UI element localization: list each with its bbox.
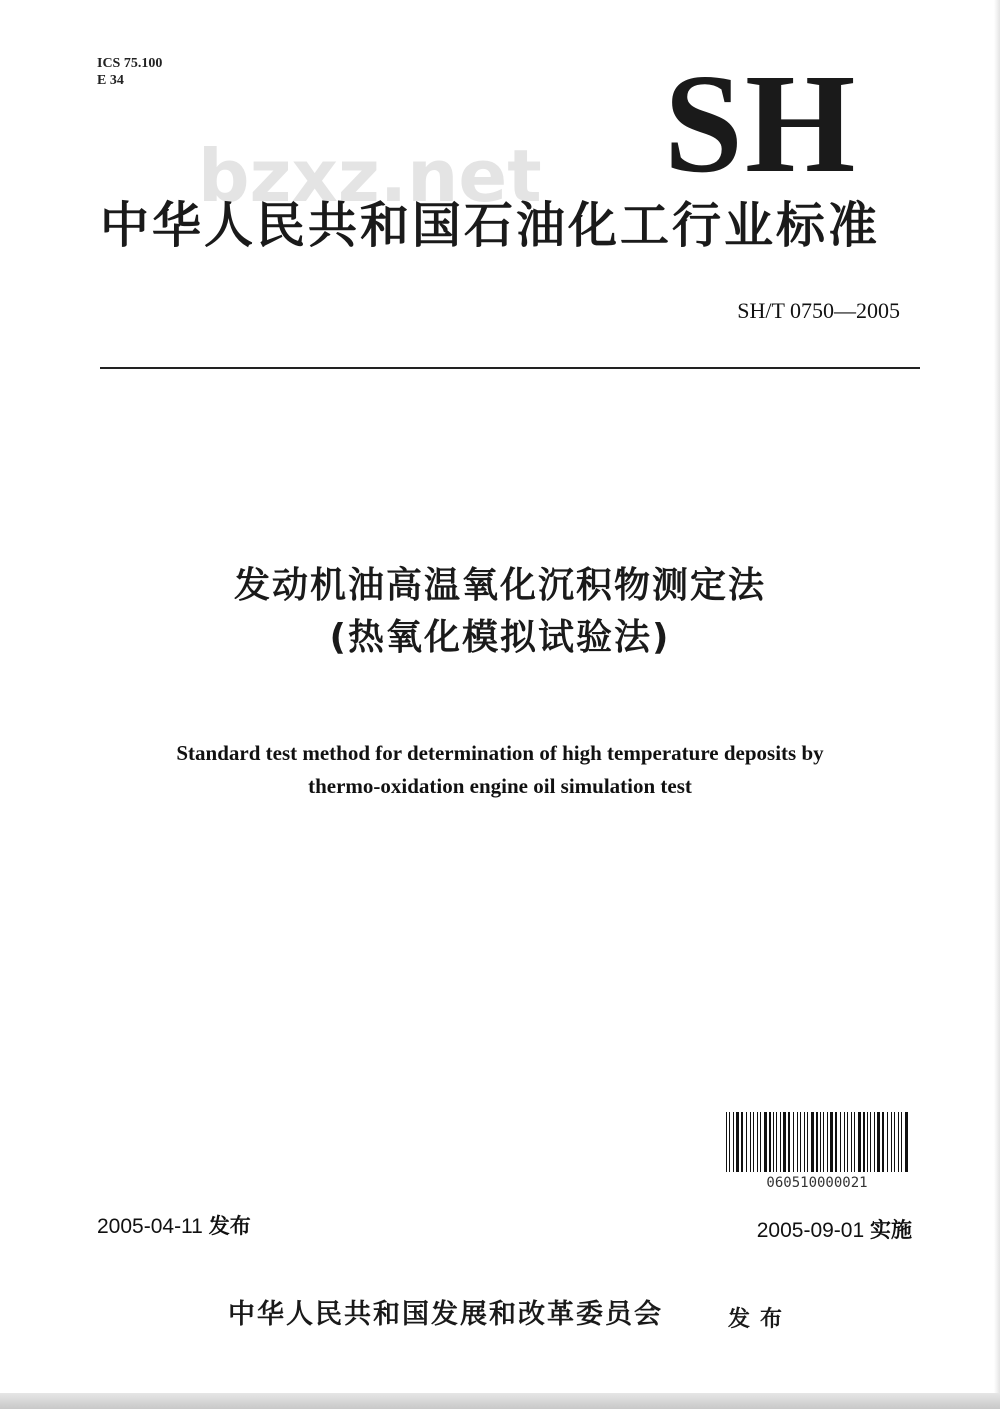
barcode-bar [788, 1112, 790, 1172]
ccs-code: E 34 [97, 73, 124, 88]
barcode-bar [760, 1112, 761, 1172]
implement-date-line [757, 1214, 912, 1244]
barcode-bar [898, 1112, 899, 1172]
barcode-bar [816, 1112, 818, 1172]
classification-codes [97, 55, 162, 89]
barcode-number: 060510000021 [766, 1175, 868, 1191]
chinese-title-line-2: (热氧化模拟试验法) [329, 617, 671, 658]
barcode [724, 1112, 910, 1192]
publish-label: 发布 [208, 1214, 251, 1238]
barcode-bar [741, 1112, 743, 1172]
barcode-bar [804, 1112, 805, 1172]
header-divider [100, 367, 920, 369]
publish-date-line [97, 1210, 251, 1240]
barcode-bar [827, 1112, 828, 1172]
barcode-bar [863, 1112, 865, 1172]
english-title-line-2: thermo-oxidation engine oil simulation test [308, 774, 692, 798]
barcode-bar [726, 1112, 727, 1172]
barcode-bar [851, 1112, 852, 1172]
barcode-bar [750, 1112, 751, 1172]
barcode-bar [823, 1112, 824, 1172]
barcode-bar [847, 1112, 848, 1172]
barcode-bar [891, 1112, 892, 1172]
english-title [0, 737, 1000, 803]
barcode-bar [905, 1112, 908, 1172]
barcode-bar [840, 1112, 841, 1172]
watermark: bzxz.net [198, 134, 542, 218]
implement-label: 实施 [870, 1218, 912, 1242]
issue-action: 发布 [728, 1307, 793, 1332]
barcode-bar [867, 1112, 868, 1172]
barcode-bar [736, 1112, 739, 1172]
barcode-bar [800, 1112, 801, 1172]
page-edge-shadow [994, 0, 1000, 1409]
barcode-bar [901, 1112, 902, 1172]
publish-date: 2005-04-11 [97, 1215, 203, 1238]
barcode-bars [724, 1112, 910, 1172]
standard-number: SH/T 0750—2005 [737, 298, 900, 323]
barcode-bar [729, 1112, 730, 1172]
chinese-title-line-1: 发动机油高温氧化沉积物测定法 [233, 565, 766, 606]
issuing-authority: 中华人民共和国发展和改革委员会 [228, 1299, 663, 1330]
barcode-bar [757, 1112, 758, 1172]
barcode-bar [746, 1112, 747, 1172]
barcode-bar [783, 1112, 786, 1172]
barcode-bar [830, 1112, 833, 1172]
barcode-bar [870, 1112, 871, 1172]
barcode-bar [780, 1112, 781, 1172]
barcode-bar [811, 1112, 814, 1172]
barcode-bar [769, 1112, 771, 1172]
barcode-bar [882, 1112, 884, 1172]
barcode-bar [894, 1112, 895, 1172]
barcode-bar [776, 1112, 777, 1172]
sh-logo: SH [664, 44, 858, 202]
barcode-bar [793, 1112, 794, 1172]
barcode-bar [854, 1112, 855, 1172]
english-title-line-1: Standard test method for determination of high temperature deposits by [176, 741, 824, 765]
barcode-bar [820, 1112, 821, 1172]
barcode-bar [887, 1112, 888, 1172]
standard-org-title: 中华人民共和国石油化工行业标准 [100, 197, 881, 254]
page-bottom-shadow [0, 1393, 1000, 1409]
barcode-bar [858, 1112, 861, 1172]
barcode-bar [835, 1112, 837, 1172]
barcode-bar [773, 1112, 774, 1172]
barcode-bar [807, 1112, 808, 1172]
barcode-bar [797, 1112, 798, 1172]
barcode-bar [877, 1112, 880, 1172]
implement-date: 2005-09-01 [756, 1219, 865, 1242]
chinese-title [0, 560, 1000, 664]
barcode-bar [844, 1112, 845, 1172]
barcode-bar [753, 1112, 754, 1172]
barcode-bar [733, 1112, 734, 1172]
ics-code: ICS 75.100 [97, 56, 163, 71]
barcode-bar [764, 1112, 767, 1172]
barcode-bar [874, 1112, 875, 1172]
